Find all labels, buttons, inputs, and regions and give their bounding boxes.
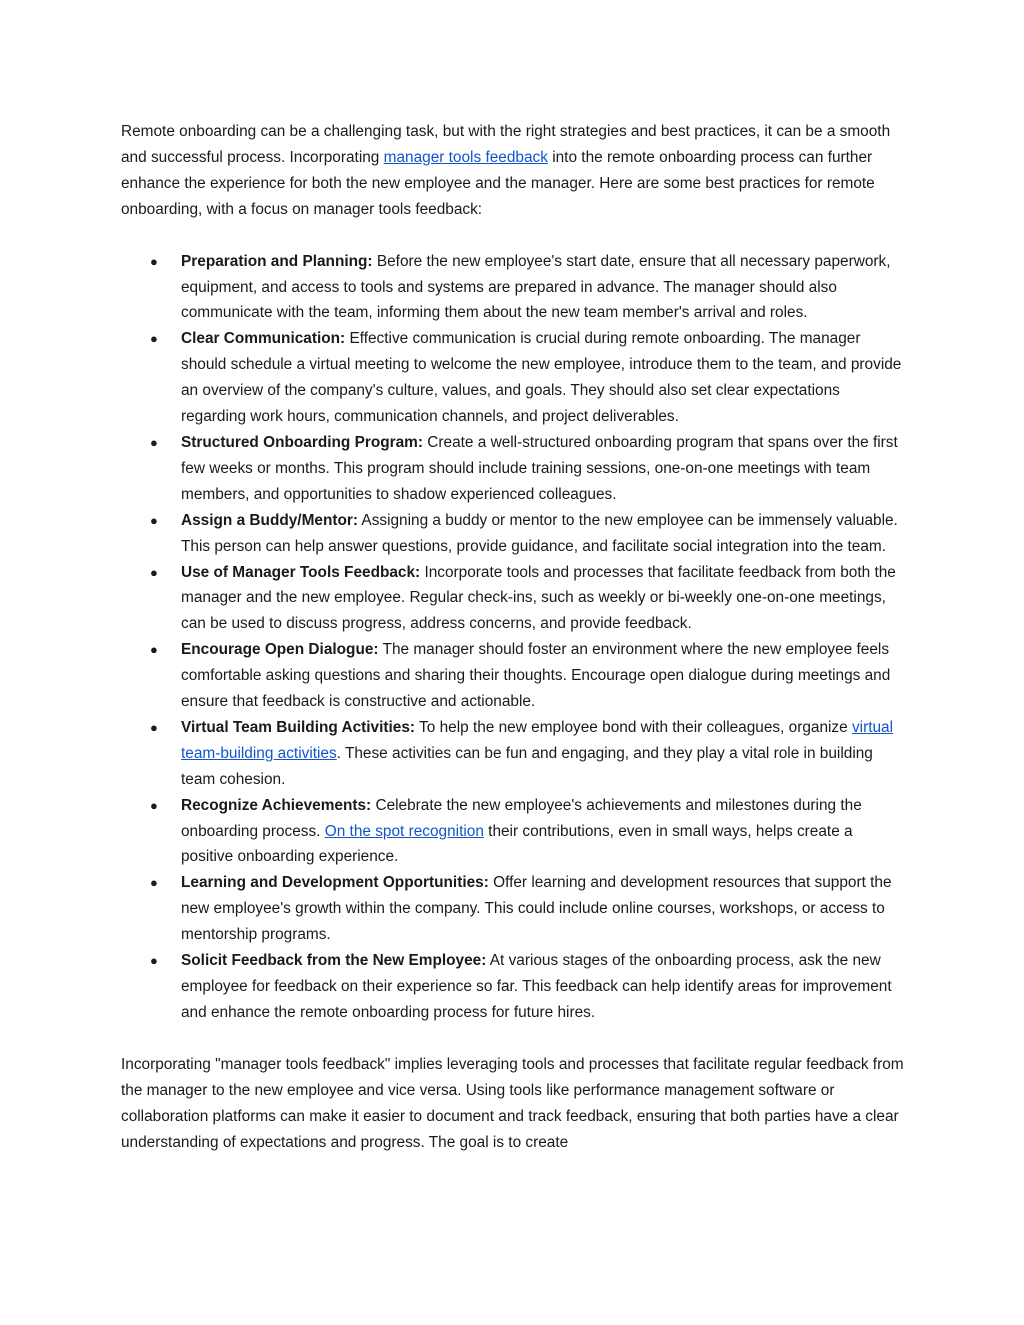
list-item — [121, 430, 907, 508]
list-item — [121, 560, 907, 638]
list-item-text: At various stages of the onboarding process, ask the new employee for feedback on their experience so far. This feedback can help identify areas for improvement and enhance the remote onboarding process for future hires. — [181, 952, 892, 1021]
list-item-title: Solicit Feedback from the New Employee: — [181, 952, 487, 970]
bullet-icon: ● — [150, 434, 158, 450]
bullet-icon: ● — [150, 512, 158, 528]
list-item — [121, 715, 907, 793]
intro-text-before: Remote onboarding can be a challenging task, but with the right strategies and best practices, it can be a smooth and successful process. Incorporating — [121, 123, 891, 166]
list-item-text: The manager should foster an environment where the new employee feels comfortable asking questions and sharing their thoughts. Encourage open dialogue during meetings and ensure that feedback is constructive and actionable. — [181, 641, 891, 711]
list-item-title: Preparation and Planning: — [181, 252, 373, 270]
list-item-title: Virtual Team Building Activities: — [181, 718, 416, 736]
virtual-team-building-link[interactable]: virtual team-building activities — [181, 718, 894, 762]
list-item — [121, 508, 907, 560]
bullet-icon: ● — [150, 642, 158, 658]
list-item-title: Learning and Development Opportunities: — [181, 874, 489, 892]
list-item-text: Assigning a buddy or mentor to the new employee can be immensely valuable. This person can help answer questions, provide guidance, and facilitate social integration into the team. — [181, 511, 898, 555]
closing-paragraph: Incorporating "manager tools feedback" implies leveraging tools and processes that facilitate regular feedback from the manager to the new employee and vice versa. Using tools like performance management software or collaboration platforms can make it easier to document and track feedback, ensuring that both parties have a clear understanding of expectations and progress. The goal is to create — [121, 1055, 904, 1151]
list-item-text-after: their contributions, even in small ways, helps create a positive onboarding experience. — [181, 822, 853, 866]
list-item-title: Assign a Buddy/Mentor: — [181, 511, 358, 529]
manager-tools-feedback-link[interactable]: manager tools feedback — [383, 148, 548, 166]
list-item — [121, 637, 907, 715]
bullet-icon: ● — [150, 564, 158, 580]
list-item — [121, 870, 907, 948]
list-item — [121, 249, 907, 327]
list-item — [121, 326, 907, 430]
list-item-text-after: . These activities can be fun and engaging, and they play a vital role in building team cohesion. — [181, 744, 873, 788]
document-page — [121, 119, 907, 1155]
on-the-spot-recognition-link[interactable]: On the spot recognition — [324, 822, 484, 840]
best-practices-list — [121, 249, 907, 1026]
list-item-text: Before the new employee's start date, ensure that all necessary paperwork, equipment, and access to tools and systems are prepared in advance. The manager should also communicate with the team, informing them about the new team member's arrival and roles. — [181, 252, 891, 322]
bullet-icon: ● — [150, 253, 158, 269]
list-item-text: Offer learning and development resources that support the new employee's growth within the company. This could include online courses, workshops, or access to mentorship programs. — [181, 874, 892, 944]
list-item-title: Encourage Open Dialogue: — [181, 641, 379, 659]
bullet-icon: ● — [150, 331, 158, 347]
list-item-text: Effective communication is crucial during remote onboarding. The manager should schedule a virtual meeting to welcome the new employee, introduce them to the team, and provide an overview of the company's culture, values, and goals. They should also set clear expectations regarding work hours, communication channels, and project deliverables. — [181, 330, 902, 426]
list-item-text-before: To help the new employee bond with their colleagues, organize — [415, 718, 852, 736]
bullet-icon: ● — [150, 797, 158, 813]
list-item-title: Use of Manager Tools Feedback: — [181, 563, 421, 581]
list-item-text: Create a well-structured onboarding program that spans over the first few weeks or months. This program should include training sessions, one-on-one meetings with team members, and opportunities to shadow experienced colleagues. — [181, 433, 898, 503]
list-item — [121, 948, 907, 1026]
list-item-text-before: Celebrate the new employee's achievements and milestones during the onboarding process. — [181, 796, 862, 840]
list-item-text: Incorporate tools and processes that facilitate feedback from both the manager and the new employee. Regular check-ins, such as weekly or bi-weekly one-on-one meetings, can be used to discuss progress, address concerns, and provide feedback. — [181, 563, 896, 633]
list-item — [121, 793, 907, 871]
intro-paragraph — [121, 119, 907, 223]
list-item-title: Structured Onboarding Program: — [181, 433, 423, 451]
list-item-title: Recognize Achievements: — [181, 796, 372, 814]
bullet-icon: ● — [150, 719, 158, 735]
bullet-icon: ● — [150, 953, 158, 969]
list-item-title: Clear Communication: — [181, 330, 346, 348]
intro-text-after: into the remote onboarding process can further enhance the experience for both the new employee and the manager. Here are some best practices for remote onboarding, with a focus on manager tools feedback: — [121, 148, 875, 218]
bullet-icon: ● — [150, 875, 158, 891]
